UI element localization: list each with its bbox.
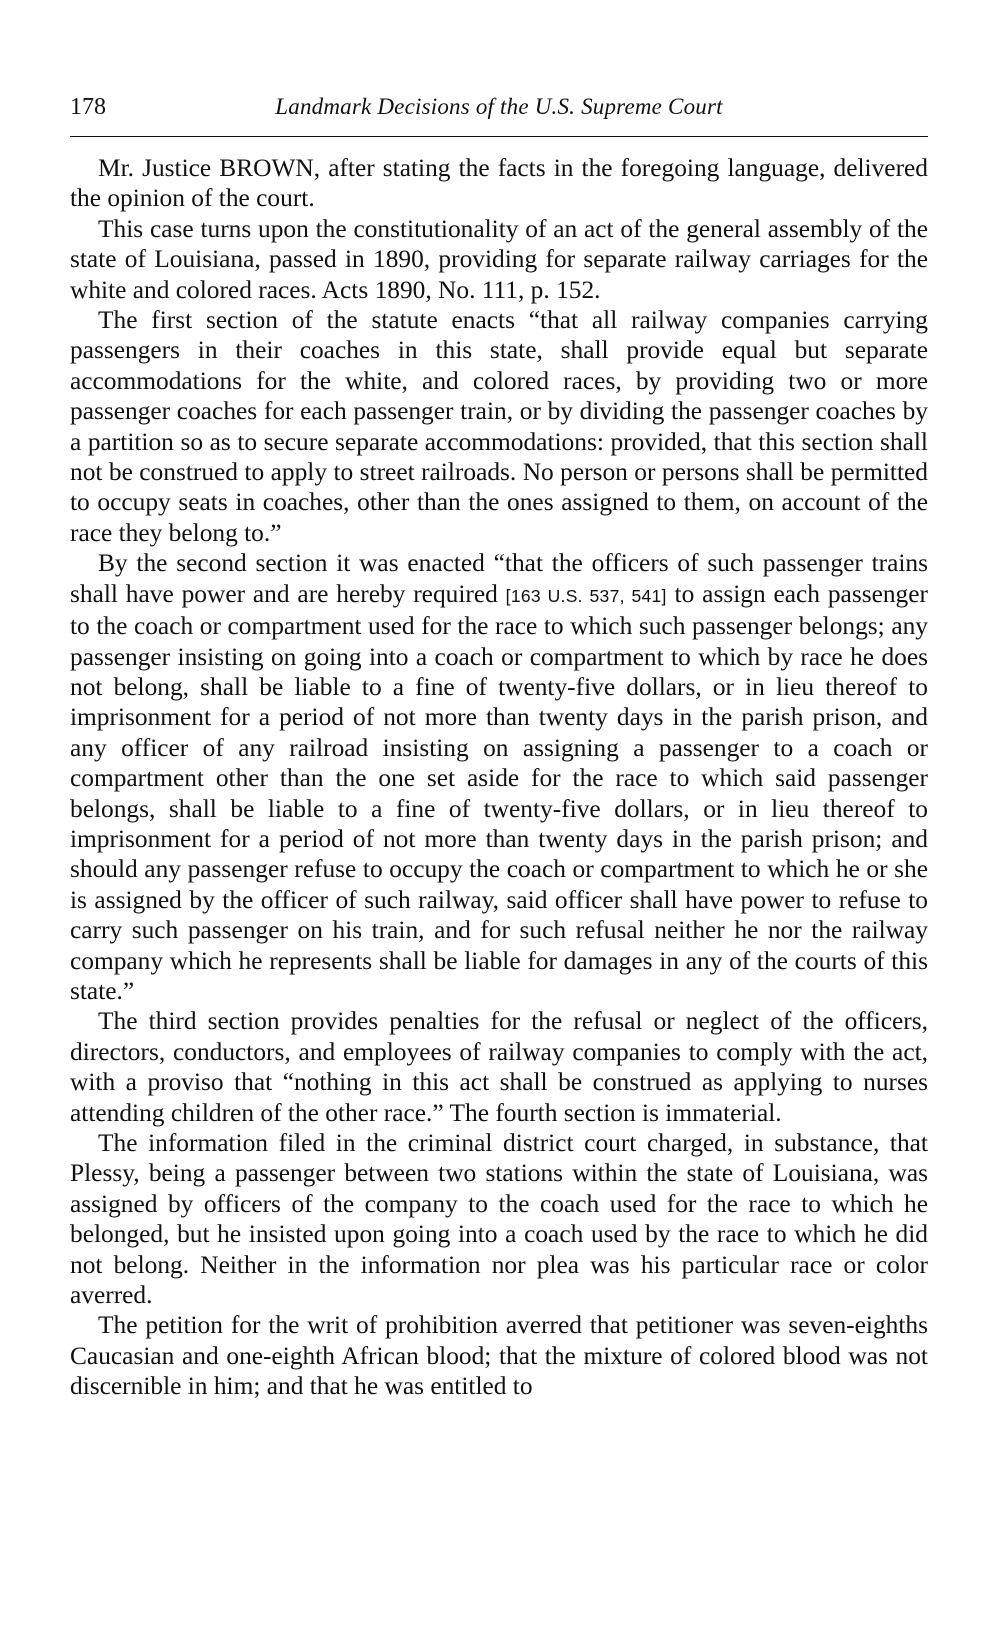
book-page [70, 92, 928, 1402]
paragraph-third-section: The third section provides penalties for the refusal or neglect of the officers, directors, conductors, and employees of railway companies to comply with the act, with a proviso that “nothing in this act shall be construed as applying to nurses attending children of the other race.” The fourth section is immaterial. [70, 1007, 928, 1127]
running-header [70, 92, 928, 137]
page-citation: [163 U.S. 537, 541] [505, 585, 667, 606]
paragraph-information: The information filed in the criminal district court charged, in substance, that Plessy, being a passenger between two stations within the state of Louisiana, was assigned by officers of the company to the coach used for the race to which he belonged, but he insisted upon going into a coach used by the race to which he did not belong. Neither in the information nor plea was his particular race or color averred. [70, 1129, 928, 1310]
opinion-text [70, 153, 928, 1402]
running-title: Landmark Decisions of the U.S. Supreme Court [275, 94, 723, 119]
paragraph-petition: The petition for the writ of prohibition averred that petitioner was seven-eighths Caucasian and one-eighth African blood; that the mixture of colored blood was not discernible in him; and that he was entitled to [70, 1311, 928, 1401]
paragraph-first-section: The first section of the statute enacts “that all railway companies carrying passengers in their coaches in this state, shall provide equal but separate accommodations for the white, and colored races, by providing two or more passenger coaches for each passenger train, or by dividing the passenger coaches by a partition so as to secure separate accommodations: provided, that this section shall not be construed to apply to street railroads. No person or persons shall be permitted to occupy seats in coaches, other than the ones assigned to them, on account of the race they belong to.” [70, 306, 928, 547]
paragraph-second-section-part-2: to assign each passenger to the coach or compartment used for the race to which such passenger belongs; any passenger insisting on going into a coach or compartment to which by race he does not belong, shall be liable to a fine of twenty-five dollars, or in lieu thereof to imprisonment for a period of not more than twenty days in the parish prison, and any officer of any railroad insisting on assigning a passenger to a coach or compartment other than the one set aside for the race to which said passenger belongs, shall be liable to a fine of twenty-five dollars, or in lieu thereof to imprisonment for a period of not more than twenty days in the parish prison; and should any passenger refuse to occupy the coach or compartment to which he or she is assigned by the officer of such railway, said officer shall have power to refuse to carry such passenger on his train, and for such refusal neither he nor the railway company which he represents shall be liable for damages in any of the courts of this state.” [70, 579, 928, 1005]
page-number: 178 [70, 94, 106, 120]
paragraph-second-section-part-1: By the second section it was enacted “that the officers of such passenger trains shall have power and are hereby required [70, 549, 928, 608]
paragraph-second-section [70, 548, 928, 1006]
paragraph-opening: Mr. Justice BROWN, after stating the facts in the foregoing language, delivered the opinion of the court. [70, 154, 928, 213]
paragraph-case-summary: This case turns upon the constitutionality of an act of the general assembly of the state of Louisiana, passed in 1890, providing for separate railway carriages for the white and colored races. Acts 1890, No. 111, p. 152. [70, 214, 928, 304]
